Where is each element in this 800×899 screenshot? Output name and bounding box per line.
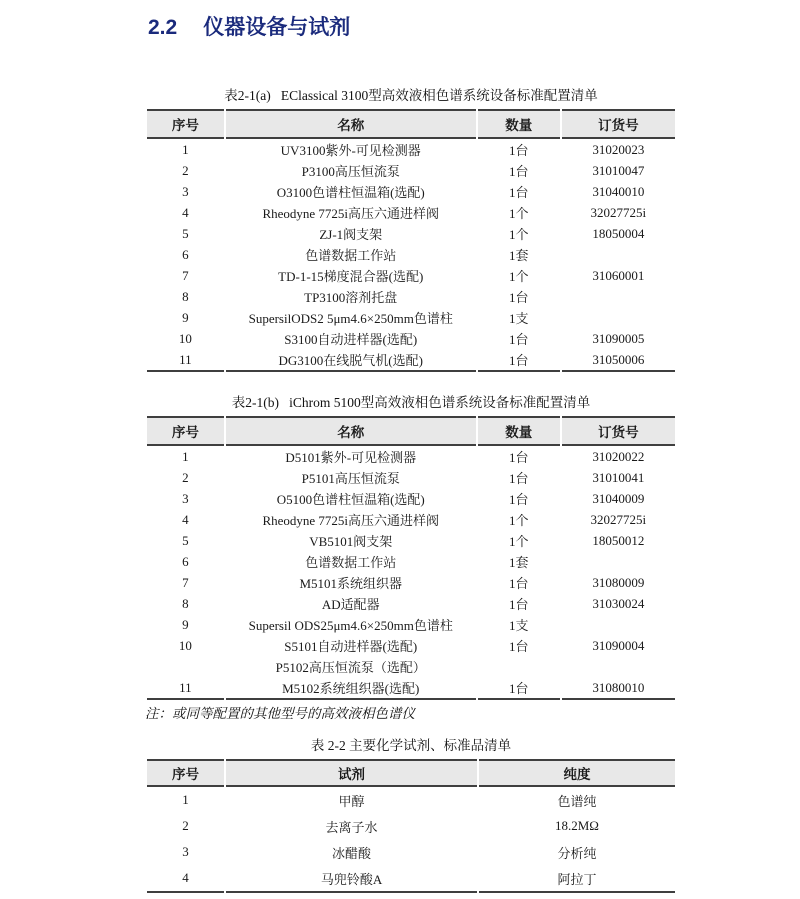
table-cell: 色谱数据工作站	[305, 555, 397, 570]
table-cell	[562, 244, 675, 265]
header-row	[147, 109, 675, 139]
table-cell: 1个	[508, 227, 529, 242]
table-cell: 甲醇	[338, 793, 365, 809]
col-header-quantity: 数量	[478, 416, 560, 446]
table-cell: 1支	[508, 311, 529, 326]
col-header-order-no: 订货号	[562, 416, 675, 446]
table-cell: 4	[182, 511, 189, 527]
table-cell: 4	[147, 865, 224, 893]
table-2-2-header	[147, 759, 675, 787]
table-cell: 8	[182, 595, 189, 611]
table-2-2-body	[147, 787, 675, 893]
table-cell: D5101紫外-可见检测器	[285, 450, 417, 465]
table-cell	[562, 614, 675, 635]
col-header-reagent: 试剂	[226, 759, 477, 787]
table-row	[147, 787, 675, 813]
table-cell: DG3100在线脱气机(选配)	[226, 349, 476, 372]
table-row	[147, 202, 675, 223]
table-cell: 31020023	[592, 141, 645, 157]
table-row	[147, 530, 675, 551]
table-cell: 1台	[508, 143, 529, 158]
table-cell: 1台	[478, 349, 560, 372]
table-cell: 1套	[508, 555, 529, 570]
table-cell: 2	[182, 162, 189, 178]
table-cell: 1个	[508, 206, 529, 221]
table-row	[147, 349, 675, 372]
table-row	[147, 572, 675, 593]
table-cell: 31010041	[592, 469, 645, 485]
section-number: 2.2	[148, 16, 178, 39]
table-cell: 31080009	[592, 574, 645, 590]
table-cell: 31010047	[592, 162, 645, 178]
table-cell: 9	[182, 309, 189, 325]
table-cell: 1台	[508, 185, 529, 200]
table-2-1b-header	[147, 416, 675, 446]
table-cell: 2	[182, 818, 189, 833]
section-title: 仪器设备与试剂	[203, 16, 351, 39]
table-row	[147, 813, 675, 839]
table-cell: O5100色谱柱恒温箱(选配)	[276, 492, 425, 507]
table-2-2-caption: 表 2-2 主要化学试剂、标准品清单	[310, 738, 512, 753]
table-row	[147, 139, 675, 160]
col-header-quantity: 数量	[478, 109, 560, 139]
table-cell: 32027725i	[590, 204, 647, 220]
table-cell: 5	[182, 225, 189, 241]
table-cell: 18050012	[592, 532, 645, 548]
table-cell: 7	[182, 267, 189, 283]
table-cell: 3	[182, 844, 189, 859]
table-cell: 分析纯	[557, 845, 597, 861]
table-cell: 1	[182, 448, 189, 464]
table-cell: 1	[182, 141, 189, 157]
table-2-1a	[145, 109, 677, 372]
table-row	[147, 244, 675, 265]
table-cell: M5102系统组织器(选配)	[226, 677, 476, 700]
table-row	[147, 488, 675, 509]
table-cell: 31060001	[592, 267, 645, 283]
table-2-1a-caption: 表2-1(a) EClassical 3100型高效液相色谱系统设备标准配置清单	[224, 88, 598, 103]
table-cell: UV3100紫外-可见检测器	[280, 143, 421, 158]
table-cell: 色谱纯	[557, 793, 597, 809]
table-cell: S3100自动进样器(选配)	[284, 332, 418, 347]
header-row	[147, 759, 675, 787]
table-cell: 1台	[508, 164, 529, 179]
table-row	[147, 551, 675, 572]
page-content	[145, 87, 677, 893]
table-cell	[562, 286, 675, 307]
table-cell: 31030024	[592, 595, 645, 611]
table-row	[147, 593, 675, 614]
table-cell: 阿拉丁	[479, 865, 675, 893]
table-cell: 1	[182, 792, 189, 807]
table-cell: 32027725i	[590, 511, 647, 527]
table-row	[147, 677, 675, 700]
table-2-1b-caption: 表2-1(b) iChrom 5100型高效液相色谱系统设备标准配置清单	[231, 395, 591, 410]
table-cell: 1台	[508, 290, 529, 305]
table-cell: 色谱数据工作站	[305, 248, 397, 263]
table-cell: 1台	[478, 677, 560, 700]
col-header-purity: 纯度	[479, 759, 675, 787]
table-cell: 8	[182, 288, 189, 304]
header-row	[147, 416, 675, 446]
table-cell: AD适配器	[321, 597, 380, 612]
table-cell: 1台	[508, 639, 529, 654]
col-header-index: 序号	[147, 109, 224, 139]
table-cell: 1台	[508, 471, 529, 486]
table-cell: S5101自动进样器(选配)	[284, 639, 418, 654]
table-cell	[562, 551, 675, 572]
table-cell: 18050004	[592, 225, 645, 241]
table-row	[147, 328, 675, 349]
table-cell: 1台	[508, 597, 529, 612]
table-cell: 11	[147, 677, 224, 700]
table-footnote: 注：或同等配置的其他型号的高效液相色谱仪	[145, 706, 415, 721]
table-cell: 18.2MΩ	[555, 818, 599, 833]
col-header-name: 名称	[226, 109, 476, 139]
table-cell: Rheodyne 7725i高压六通进样阀	[262, 206, 440, 221]
table-cell: 3	[182, 183, 189, 199]
table-row	[147, 160, 675, 181]
table-cell	[147, 656, 224, 677]
table-cell	[562, 307, 675, 328]
table-row	[147, 614, 675, 635]
table-row	[147, 446, 675, 467]
table-cell: 1支	[508, 618, 529, 633]
table-2-2	[145, 759, 677, 893]
table-cell: 31080010	[562, 677, 675, 700]
col-header-order-no: 订货号	[562, 109, 675, 139]
table-row	[147, 656, 675, 677]
table-row	[147, 265, 675, 286]
table-row	[147, 839, 675, 865]
table-cell: 31050006	[562, 349, 675, 372]
table-row	[147, 307, 675, 328]
col-header-index: 序号	[147, 759, 224, 787]
table-cell: 6	[182, 553, 189, 569]
table-cell: 10	[178, 637, 192, 653]
table-cell: 31040010	[592, 183, 645, 199]
table-cell: ZJ-1阀支架	[319, 227, 383, 242]
table-cell: TD-1-15梯度混合器(选配)	[278, 269, 424, 284]
table-cell: 9	[182, 616, 189, 632]
table-row	[147, 509, 675, 530]
section-heading	[148, 14, 800, 41]
table-cell: 7	[182, 574, 189, 590]
table-row	[147, 635, 675, 656]
table-cell: 冰醋酸	[332, 845, 372, 861]
table-cell: TP3100溶剂托盘	[304, 290, 398, 305]
table-row	[147, 223, 675, 244]
table-cell: 1个	[508, 534, 529, 549]
table-cell: 1台	[508, 576, 529, 591]
table-cell: 10	[178, 330, 192, 346]
table-cell	[562, 656, 675, 677]
table-cell: 4	[182, 204, 189, 220]
table-cell: 31090005	[592, 330, 645, 346]
col-header-index: 序号	[147, 416, 224, 446]
table-cell: 1个	[508, 513, 529, 528]
table-cell	[478, 656, 560, 677]
table-cell: 马兜铃酸A	[226, 865, 477, 893]
table-2-1b-body	[147, 446, 675, 700]
table-cell: 6	[182, 246, 189, 262]
table-cell: Supersil ODS25μm4.6×250mm色谱柱	[248, 618, 453, 633]
table-cell: O3100色谱柱恒温箱(选配)	[276, 185, 425, 200]
table-row	[147, 286, 675, 307]
table-cell: Rheodyne 7725i高压六通进样阀	[262, 513, 440, 528]
table-cell: P3100高压恒流泵	[301, 164, 400, 179]
table-cell: VB5101阀支架	[309, 534, 393, 549]
table-2-1a-body	[147, 139, 675, 372]
table-cell: SupersilODS2 5μm4.6×250mm色谱柱	[248, 311, 453, 326]
table-cell: 1台	[508, 492, 529, 507]
table-cell: 5	[182, 532, 189, 548]
table-cell: P5102高压恒流泵（选配）	[275, 660, 426, 675]
table-cell: 1台	[508, 332, 529, 347]
table-cell: M5101系统组织器	[299, 576, 403, 591]
table-row	[147, 865, 675, 893]
col-header-name: 名称	[226, 416, 476, 446]
table-cell: 31020022	[592, 448, 645, 464]
table-cell: 2	[182, 469, 189, 485]
table-cell: 1个	[508, 269, 529, 284]
table-2-1a-header	[147, 109, 675, 139]
table-cell: 11	[147, 349, 224, 372]
table-cell: 3	[182, 490, 189, 506]
table-cell: 去离子水	[325, 819, 378, 835]
table-cell: 31040009	[592, 490, 645, 506]
table-cell: 31090004	[592, 637, 645, 653]
table-cell: 1套	[508, 248, 529, 263]
table-row	[147, 181, 675, 202]
table-2-1b	[145, 416, 677, 700]
table-cell: P5101高压恒流泵	[301, 471, 400, 486]
table-cell: 1台	[508, 450, 529, 465]
table-row	[147, 467, 675, 488]
